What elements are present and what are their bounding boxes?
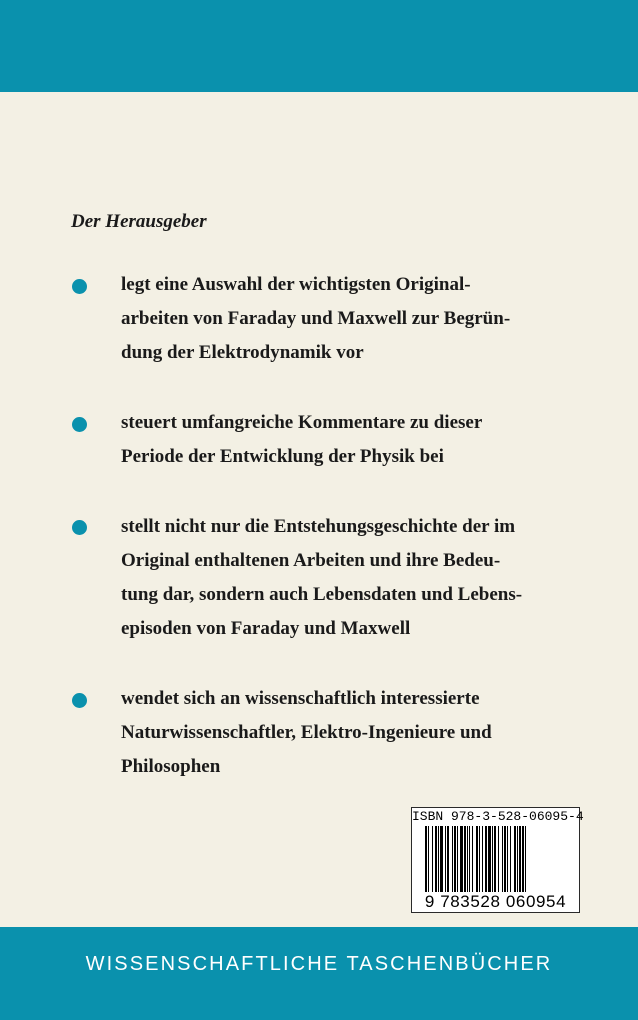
- barcode-bar: [457, 826, 458, 892]
- text-line: stellt nicht nur die Entstehungsgeschichte der im: [121, 516, 516, 537]
- isbn-barcode: [411, 807, 584, 913]
- barcode-bar: [510, 826, 511, 892]
- heading: Der Herausgeber: [71, 211, 207, 232]
- barcode-bar: [479, 826, 480, 892]
- barcode-bar: [519, 826, 521, 892]
- barcode-bar: [460, 826, 463, 892]
- text-line: wendet sich an wissenschaftlich interessierte: [121, 688, 480, 709]
- barcode-bar: [432, 826, 433, 892]
- list-item-text: [121, 682, 552, 784]
- bullet-dot-icon: [72, 693, 87, 708]
- barcode-bar: [469, 826, 470, 892]
- barcode-bar: [445, 826, 446, 892]
- bullet-dot-icon: [72, 520, 87, 535]
- barcode-bar: [498, 826, 499, 892]
- isbn-label: ISBN 978-3-528-06095-4: [412, 809, 584, 824]
- list-item-text: [121, 268, 552, 370]
- barcode-bar: [467, 826, 468, 892]
- barcode-bar: [507, 826, 508, 892]
- barcode-bar: [522, 826, 524, 892]
- barcode-bar: [517, 826, 518, 892]
- bullet-dot-icon: [72, 279, 87, 294]
- barcode-bar: [435, 826, 437, 892]
- barcode-bar: [485, 826, 487, 892]
- barcode-icon: [425, 826, 566, 892]
- barcode-bar: [438, 826, 439, 892]
- barcode-bar: [472, 826, 473, 892]
- barcode-number: 9 783528 060954: [424, 892, 567, 911]
- barcode-bar: [525, 826, 526, 892]
- barcode-bar: [502, 826, 503, 892]
- barcode-bar: [454, 826, 456, 892]
- list-item-text: [121, 510, 552, 646]
- barcode-bar: [425, 826, 427, 892]
- barcode-bar: [492, 826, 493, 892]
- list-item-text: [121, 406, 552, 474]
- barcode-bar: [482, 826, 483, 892]
- text-line: Naturwissenschaftler, Elektro-Ingenieure und: [121, 722, 492, 743]
- barcode-bar: [488, 826, 491, 892]
- barcode-bar: [504, 826, 506, 892]
- barcode-bar: [440, 826, 443, 892]
- text-line: steuert umfangreiche Kommentare zu dieser: [121, 412, 483, 433]
- barcode-bar: [514, 826, 516, 892]
- barcode-bar: [428, 826, 429, 892]
- text-line: episoden von Faraday und Maxwell: [121, 618, 411, 639]
- text-line: Philosophen: [121, 756, 221, 777]
- text-line: Periode der Entwicklung der Physik bei: [121, 446, 444, 467]
- barcode-bar: [447, 826, 449, 892]
- text-line: arbeiten von Faraday und Maxwell zur Begrün-: [121, 308, 511, 329]
- text-line: dung der Elektrodynamik vor: [121, 342, 364, 363]
- text-line: tung dar, sondern auch Lebensdaten und Lebens-: [121, 584, 523, 605]
- barcode-bar: [476, 826, 478, 892]
- barcode-bar: [464, 826, 466, 892]
- text-line: Original enthaltenen Arbeiten und ihre Bedeu-: [121, 550, 501, 571]
- top-color-band: [0, 0, 638, 92]
- bullet-dot-icon: [72, 417, 87, 432]
- series-title: WISSENSCHAFTLICHE TASCHENBÜCHER: [85, 953, 553, 975]
- barcode-bar: [494, 826, 496, 892]
- text-line: legt eine Auswahl der wichtigsten Original-: [121, 274, 471, 295]
- barcode-bar: [452, 826, 453, 892]
